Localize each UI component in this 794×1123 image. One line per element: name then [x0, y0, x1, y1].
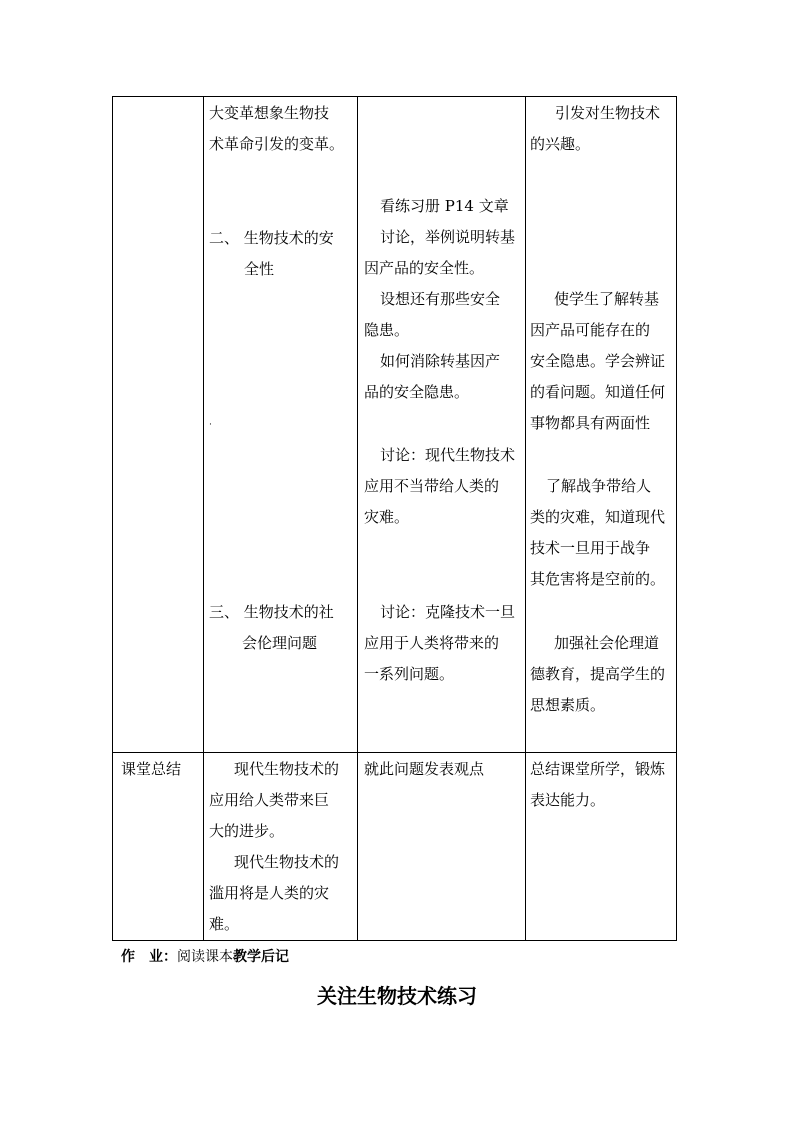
section-heading: 三、 生物技术的社: [209, 603, 334, 621]
intent-text: 表达能力。: [530, 791, 606, 809]
homework-line: [121, 946, 289, 966]
stray-mark: ·: [209, 420, 212, 430]
intent-text: 安全隐患。学会辨证: [530, 352, 666, 370]
lesson-plan-table: [112, 96, 677, 941]
homework-label: 作 业：: [121, 949, 177, 965]
content-text: 大变革想象生物技: [209, 104, 330, 122]
table-cell-stage: [113, 753, 204, 941]
page-title: 关注生物技术练习: [317, 984, 477, 1008]
table-cell-intent: [526, 753, 677, 941]
table-cell-activities: [358, 97, 526, 753]
table-row: [113, 753, 677, 941]
intent-text: 总结课堂所学，锻炼: [530, 760, 666, 778]
summary-text: 现代生物技术的: [234, 760, 340, 778]
intent-text: 加强社会伦理道: [554, 634, 660, 652]
homework-text: 阅读课本: [177, 949, 233, 965]
activity-text: 应用不当带给人类的: [364, 477, 500, 495]
table-cell-intent: [526, 97, 677, 753]
activity-text: 一系列问题。: [364, 665, 455, 683]
intent-text: 引发对生物技术: [555, 104, 661, 122]
activity-text: 设想还有那些安全: [380, 290, 501, 308]
activity-text: 隐患。: [364, 321, 410, 339]
section-heading: 二、 生物技术的安: [209, 229, 334, 247]
summary-text: 难。: [209, 915, 240, 933]
activity-text: 就此问题发表观点: [364, 760, 485, 778]
activity-text: 灾难。: [364, 508, 410, 526]
table-cell-empty: [113, 97, 204, 753]
intent-text: 了解战争带给人: [546, 477, 652, 495]
section-heading: 全性: [244, 260, 275, 278]
intent-text: 事物都具有两面性: [530, 414, 651, 432]
activity-text: 讨论，举例说明转基: [380, 228, 516, 246]
summary-text: 应用给人类带来巨: [209, 791, 330, 809]
activity-text: 因产品的安全性。: [364, 259, 485, 277]
table-cell-activities: [358, 753, 526, 941]
table-row: [113, 97, 677, 753]
activity-text: 应用于人类将带来的: [364, 634, 500, 652]
activity-text: 看练习册 P14 文章: [380, 197, 509, 215]
intent-text: 的兴趣。: [530, 135, 591, 153]
table-cell-content: [204, 97, 358, 753]
activity-text: 讨论：克隆技术一旦: [380, 603, 516, 621]
activity-text: 讨论：现代生物技术: [380, 446, 516, 464]
summary-text: 现代生物技术的: [234, 853, 340, 871]
teaching-notes-label: 教学后记: [233, 949, 289, 965]
intent-text: 其危害将是空前的。: [530, 570, 666, 588]
activity-text: 品的安全隐患。: [364, 383, 470, 401]
intent-text: 类的灾难，知道现代: [530, 508, 666, 526]
activity-text: 如何消除转基因产: [380, 352, 501, 370]
content-text: 术革命引发的变革。: [209, 135, 345, 153]
summary-text: 大的进步。: [209, 822, 285, 840]
intent-text: 思想素质。: [530, 696, 606, 714]
intent-text: 技术一旦用于战争: [530, 539, 651, 557]
section-heading: 会伦理问题: [242, 634, 318, 652]
intent-text: 德教育，提高学生的: [530, 665, 666, 683]
intent-text: 的看问题。知道任何: [530, 383, 666, 401]
table-cell-content: [204, 753, 358, 941]
intent-text: 使学生了解转基: [554, 290, 660, 308]
summary-text: 滥用将是人类的灾: [209, 884, 330, 902]
stage-label: 课堂总结: [121, 760, 182, 778]
intent-text: 因产品可能存在的: [530, 321, 651, 339]
